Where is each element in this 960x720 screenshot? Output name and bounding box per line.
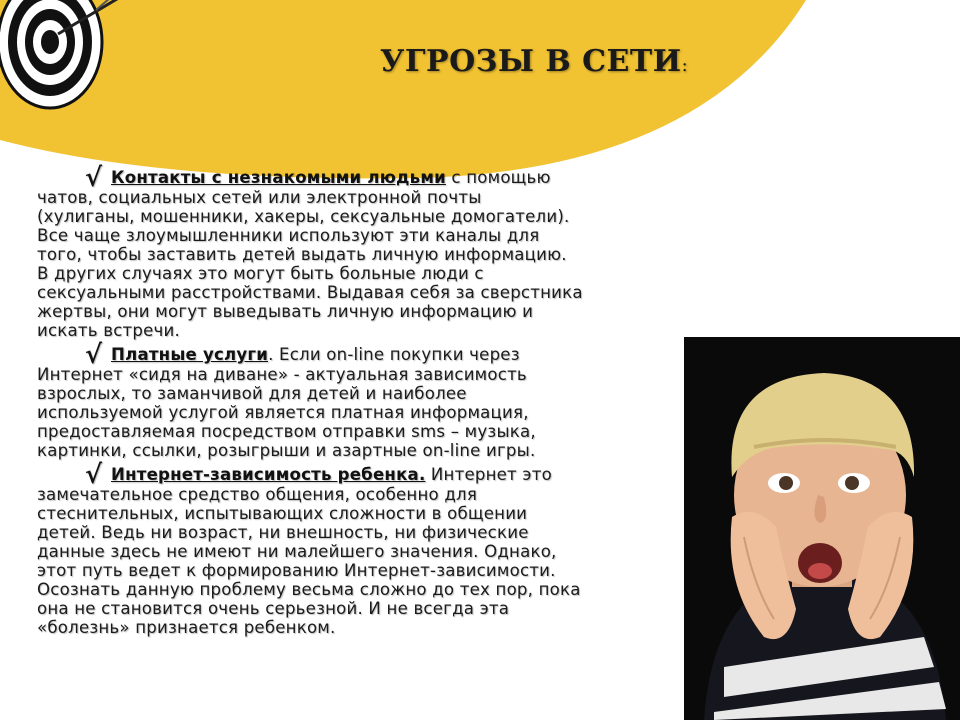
checkmark-icon: √ (85, 460, 103, 490)
paragraph-first-line-text: Интернет это (425, 465, 552, 484)
yellow-curve-shape (0, 0, 806, 178)
paragraph-line: искать встречи. (37, 321, 180, 340)
paragraph-heading: Интернет-зависимость ребенка. (111, 465, 426, 484)
paragraph-line: «болезнь» признается ребенком. (37, 618, 336, 637)
paragraph-first-line (37, 460, 677, 490)
paragraph-line: детей. Ведь ни возраст, ни внешность, ни физические (37, 523, 529, 542)
slide-title-colon: : (681, 55, 689, 76)
surprised-child-photo (684, 337, 960, 720)
paragraph-line: Все чаще злоумышленники используют эти каналы для (37, 226, 540, 245)
paragraph-line: Осознать данную проблему весьма сложно до тех пор, пока (37, 580, 581, 599)
paragraph-internet-addiction (37, 460, 677, 637)
slide-title-text: УГРОЗЫ В СЕТИ (380, 44, 682, 79)
paragraph-line: этот путь ведет к формированию Интернет-зависимости. (37, 561, 556, 580)
paragraph-line: (хулиганы, мошенники, хакеры, сексуальные домогатели). (37, 207, 570, 226)
paragraph-line: картинки, ссылки, розыгрыши и азартные on-line игры. (37, 441, 536, 460)
paragraph-first-line (37, 163, 677, 193)
paragraph-first-line (37, 340, 677, 370)
paragraph-first-line-text: с помощью (445, 168, 551, 187)
paragraph-line: предоставляемая посредством отправки sms – музыка, (37, 422, 536, 441)
paragraph-line: взрослых, то заманчивой для детей и наиболее (37, 384, 467, 403)
paragraph-heading: Платные услуги (111, 345, 269, 364)
slide-title (380, 44, 688, 79)
paragraph-line: стеснительных, испытывающих сложности в общении (37, 504, 528, 523)
paragraph-heading: Контакты с незнакомыми людьми (111, 168, 446, 187)
paragraph-line: В других случаях это могут быть больные люди с (37, 264, 484, 283)
paragraph-line: сексуальными расстройствами. Выдавая себя за сверстника (37, 283, 583, 302)
paragraph-line: замечательное средство общения, особенно для (37, 485, 478, 504)
paragraph-line: данные здесь не имеют ни малейшего значения. Однако, (37, 542, 557, 561)
paragraph-line: жертвы, они могут выведывать личную информацию и (37, 302, 534, 321)
paragraph-line: используемой услугой является платная информация, (37, 403, 529, 422)
paragraph-line: чатов, социальных сетей или электронной почты (37, 188, 482, 207)
checkmark-icon: √ (85, 340, 103, 370)
paragraph-line: того, чтобы заставить детей выдать личную информацию. (37, 245, 567, 264)
paragraph-paid-services (37, 340, 677, 460)
paragraph-line: она не становится очень серьезной. И не всегда эта (37, 599, 510, 618)
paragraph-first-line-text: . Если on-line покупки через (268, 345, 520, 364)
checkmark-icon: √ (85, 163, 103, 193)
paragraph-contacts (37, 163, 677, 340)
paragraph-line: Интернет «сидя на диване» - актуальная зависимость (37, 365, 527, 384)
slide-body (37, 163, 677, 642)
